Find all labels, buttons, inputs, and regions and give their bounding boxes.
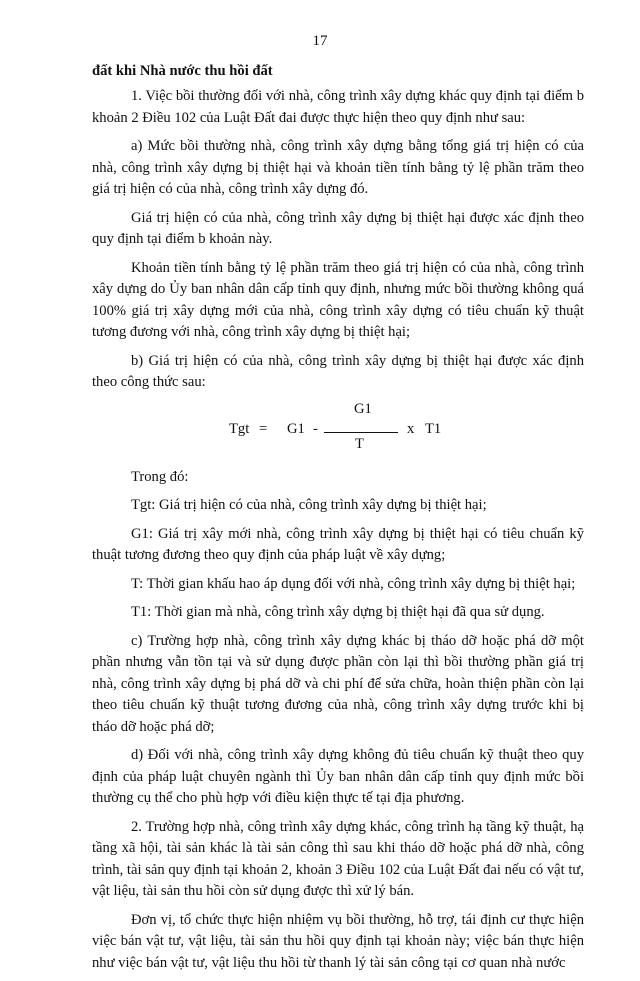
- paragraph-def-t: T: Thời gian khấu hao áp dụng đối với nhà, công trình xây dựng bị thiệt hại;: [131, 575, 576, 592]
- paragraph-where: Trong đó:: [131, 468, 189, 485]
- fraction-bar: [324, 432, 398, 433]
- formula-t1: T1: [425, 420, 442, 437]
- paragraph-point-b: b) Giá trị hiện có của nhà, công trình xây dựng bị thiệt hại được xác định theo công thức sau:: [92, 352, 584, 390]
- paragraph-percentage-amount: Khoản tiền tính bằng tỷ lệ phần trăm theo giá trị hiện có của nhà, công trình xây dựng do Ủy ban nhân dân cấp tỉnh quy định, nhưng mức bồi thường không quá 100% giá trị xây dựng mới của nhà, công trình xây dựng có tiêu chuẩn kỹ thuật tương đương với nhà, công trình xây dựng bị thiệt hại;: [92, 259, 584, 340]
- formula-minus: -: [313, 420, 318, 437]
- paragraph-selling-unit: Đơn vị, tổ chức thực hiện nhiệm vụ bồi thường, hỗ trợ, tái định cư thực hiện việc bán vật tư, vật liệu, tài sản thu hồi quy định tại khoản này; việc bán thực hiện như việc bán vật tư, vật liệu thu hồi từ thanh lý tài sản công tại cơ quan nhà nước: [92, 911, 584, 971]
- page-number: 17: [312, 33, 328, 49]
- formula-lhs: Tgt: [229, 420, 250, 437]
- formula-denominator: T: [355, 435, 364, 452]
- paragraph-point-a: a) Mức bồi thường nhà, công trình xây dựng bằng tổng giá trị hiện có của nhà, công trình xây dựng bị thiệt hại và khoản tiền tính bằng tỷ lệ phần trăm theo giá trị hiện có của nhà, công trình xây dựng đó.: [92, 138, 584, 197]
- paragraph-def-tgt: Tgt: Giá trị hiện có của nhà, công trình xây dựng bị thiệt hại;: [131, 497, 487, 513]
- paragraph-point-c: c) Trường hợp nhà, công trình xây dựng khác bị tháo dỡ hoặc phá dỡ một phần nhưng vẫn tồn tại và sử dụng được phần còn lại thì bồi thường phần giá trị nhà, công trình xây dựng bị phá dỡ và chi phí để sửa chữa, hoàn thiện phần còn lại theo tiêu chuẩn kỹ thuật tương đương của nhà, công trình xây dựng trước khi bị tháo dỡ hoặc phá dỡ;: [92, 632, 584, 735]
- formula-times: x: [407, 420, 415, 437]
- formula-equals: =: [259, 420, 268, 437]
- paragraph-clause-2: 2. Trường hợp nhà, công trình xây dựng khác, công trình hạ tầng kỹ thuật, hạ tầng xã hội, tài sản khác là tài sản công thì sau khi tháo dỡ hoặc phá dỡ nhà, công trình, tài sản quy định tại khoản 2, khoản 3 Điều 102 của Luật Đất đai nếu có vật tư, vật liệu, tài sản thu hồi còn sử dụng được thì xử lý bán.: [92, 818, 584, 899]
- paragraph-def-t1: T1: Thời gian mà nhà, công trình xây dựng bị thiệt hại đã qua sử dụng.: [131, 604, 545, 620]
- formula-numerator: G1: [354, 400, 372, 417]
- paragraph-point-d: d) Đối với nhà, công trình xây dựng không đủ tiêu chuẩn kỹ thuật theo quy định của pháp luật chuyên ngành thì Ủy ban nhân dân cấp tỉnh quy định mức bồi thường cụ thể cho phù hợp với điều kiện thực tế tại địa phương.: [92, 747, 584, 806]
- paragraph-def-g1: G1: Giá trị xây mới nhà, công trình xây dựng bị thiệt hại có tiêu chuẩn kỹ thuật tương đương theo quy định của pháp luật về xây dựng;: [92, 525, 584, 563]
- section-heading: đất khi Nhà nước thu hồi đất: [92, 63, 273, 79]
- formula-block: [92, 401, 584, 465]
- paragraph-clause-1: 1. Việc bồi thường đối với nhà, công trình xây dựng khác quy định tại điểm b khoản 2 Điều 102 của Luật Đất đai được thực hiện theo quy định như sau:: [92, 88, 584, 126]
- document-body: [92, 60, 584, 981]
- formula-g1: G1: [287, 420, 305, 437]
- paragraph-current-value: Giá trị hiện có của nhà, công trình xây dựng bị thiệt hại được xác định theo quy định tại điểm b khoản này.: [92, 209, 584, 247]
